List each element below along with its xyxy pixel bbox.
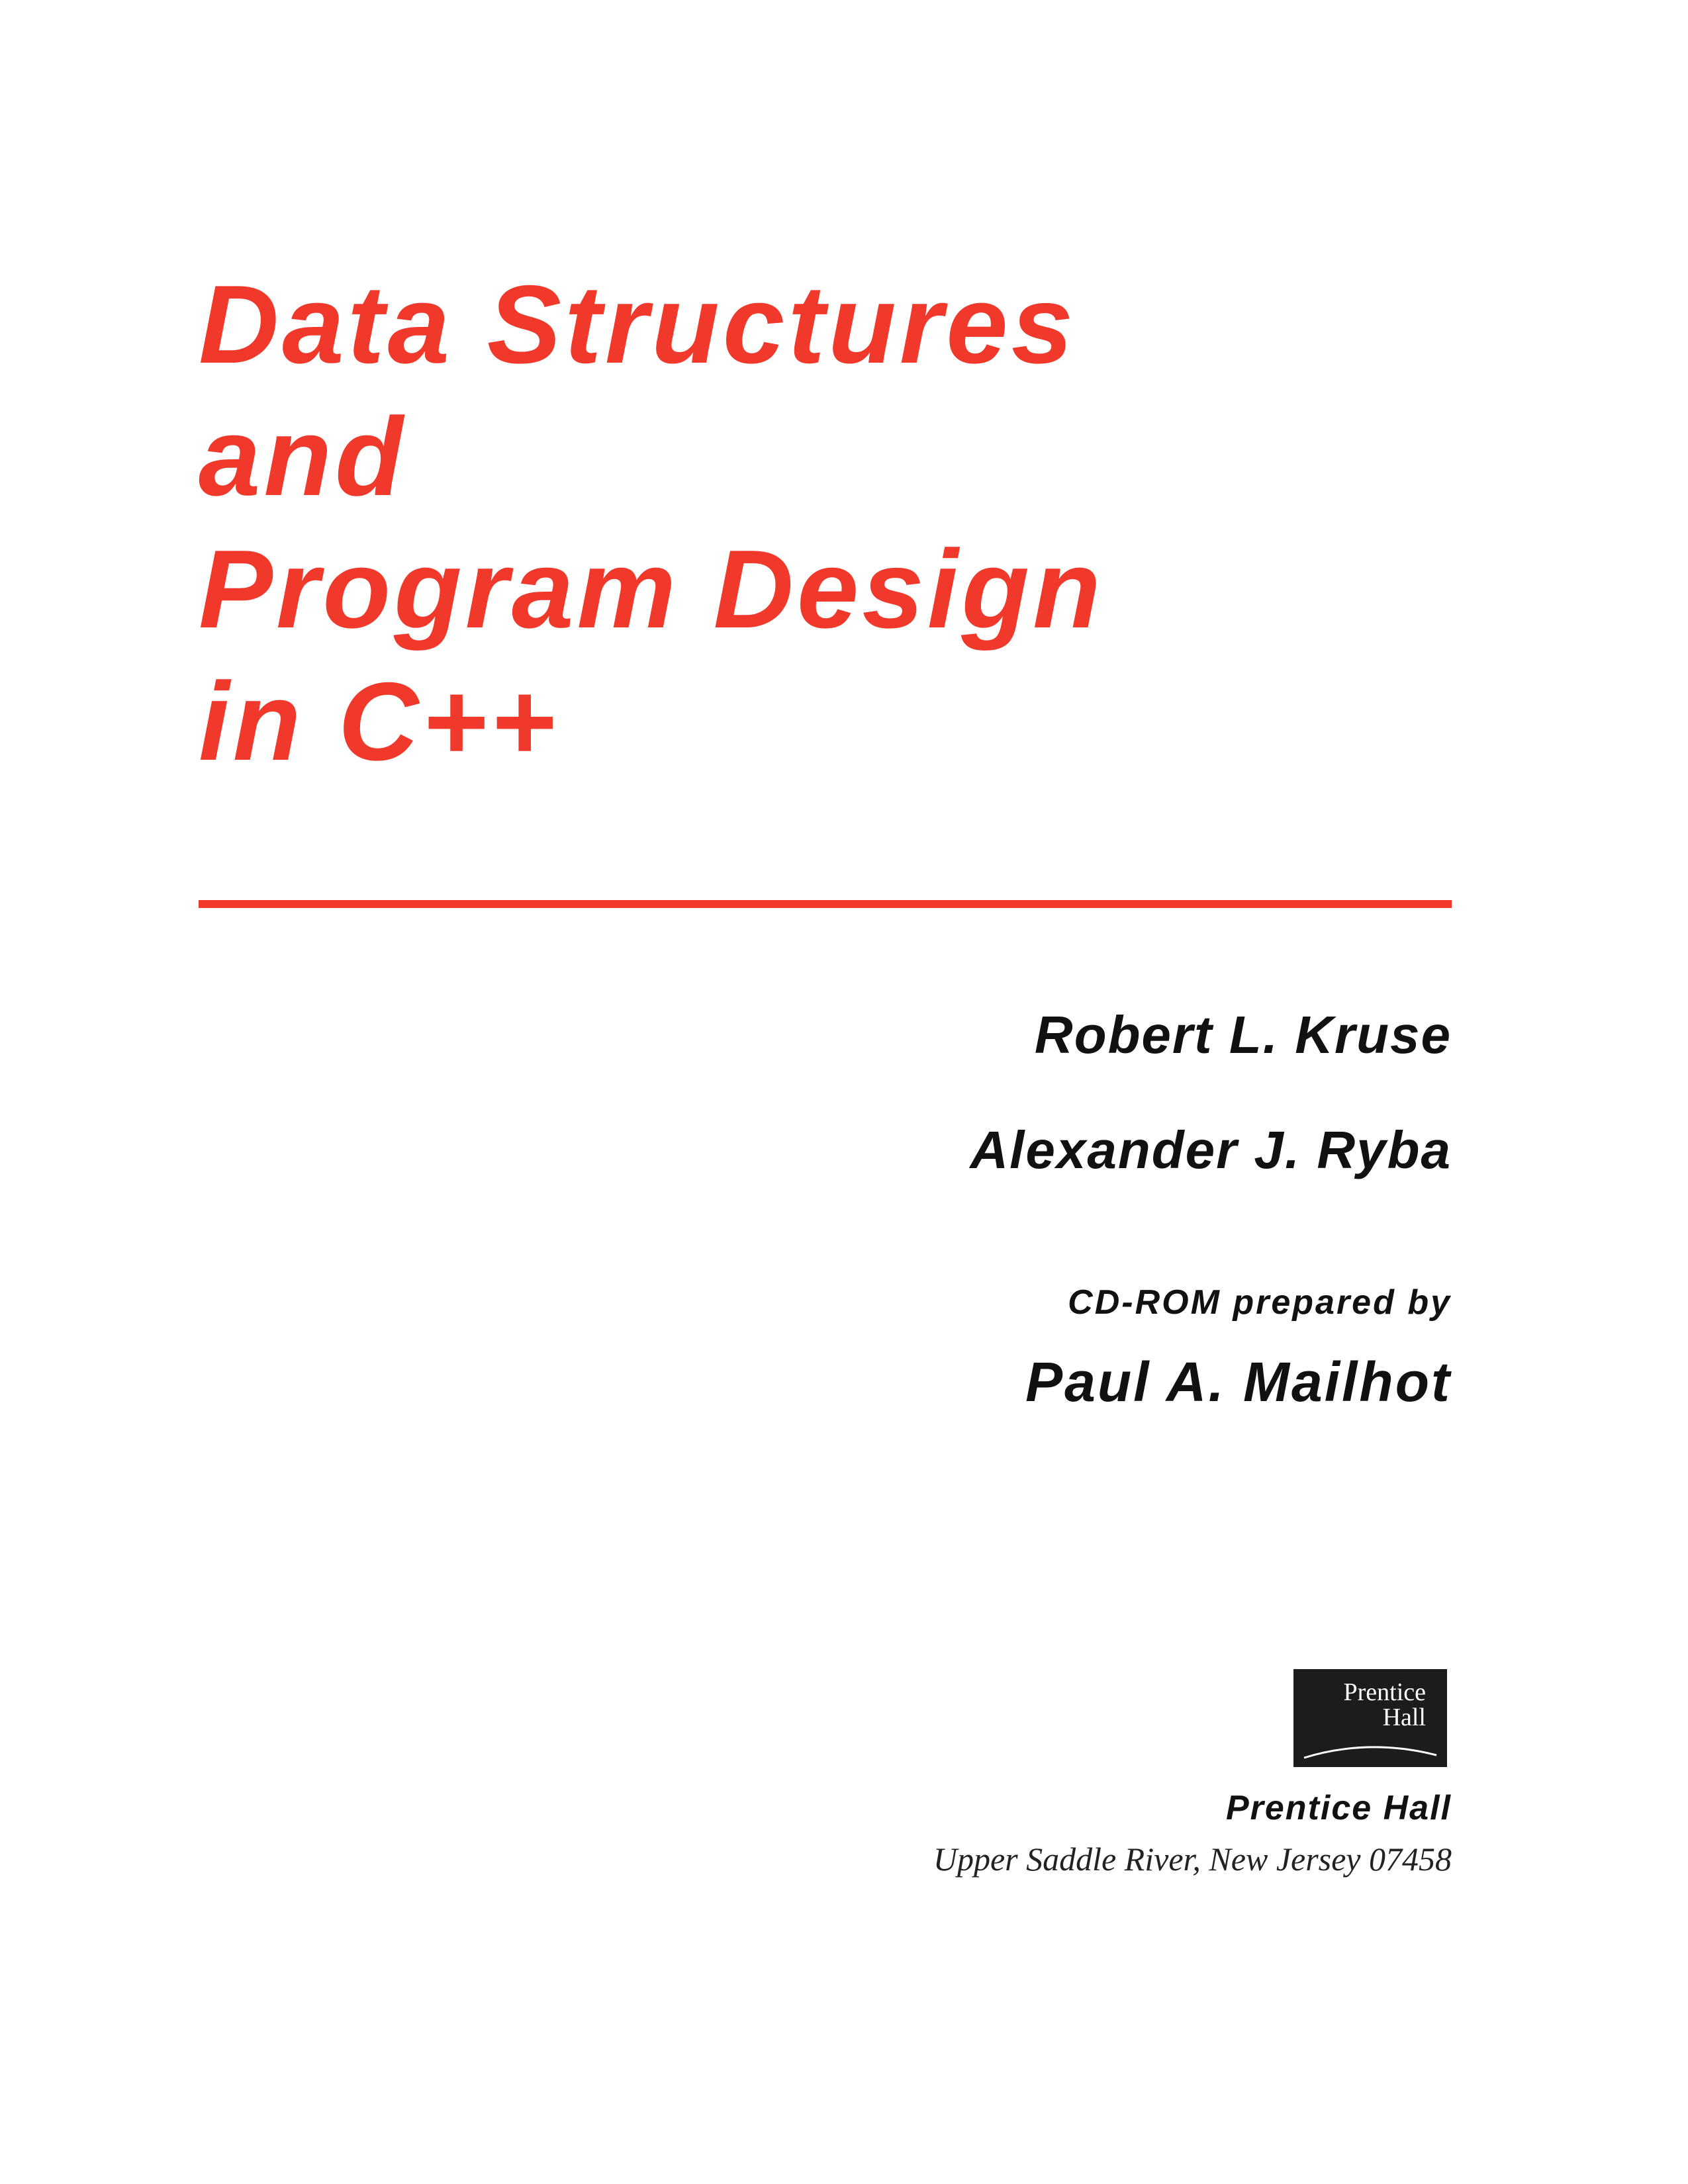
author-name-1: Robert L. Kruse <box>1034 1005 1452 1064</box>
logo-word-1: Prentice <box>1343 1678 1426 1706</box>
author-name-2: Alexander J. Ryba <box>970 1120 1452 1179</box>
cdrom-preparer-name: Paul A. Mailhot <box>1025 1351 1452 1413</box>
logo-swoosh-icon <box>1303 1741 1438 1760</box>
publisher-address: Upper Saddle River, New Jersey 07458 <box>933 1841 1452 1878</box>
cdrom-prepared-label: CD-ROM prepared by <box>1068 1283 1452 1322</box>
publisher-logo-wordmark <box>1343 1680 1426 1730</box>
book-title <box>199 258 1456 788</box>
publisher-logo <box>1293 1669 1447 1767</box>
title-line-3: Program Design <box>199 527 1104 651</box>
title-line-1: Data Structures <box>199 262 1077 387</box>
title-line-4: in C++ <box>199 659 559 784</box>
title-line-2: and <box>199 394 406 519</box>
logo-word-2: Hall <box>1382 1704 1426 1731</box>
publisher-name: Prentice Hall <box>1225 1789 1452 1827</box>
title-divider-rule <box>199 900 1452 908</box>
